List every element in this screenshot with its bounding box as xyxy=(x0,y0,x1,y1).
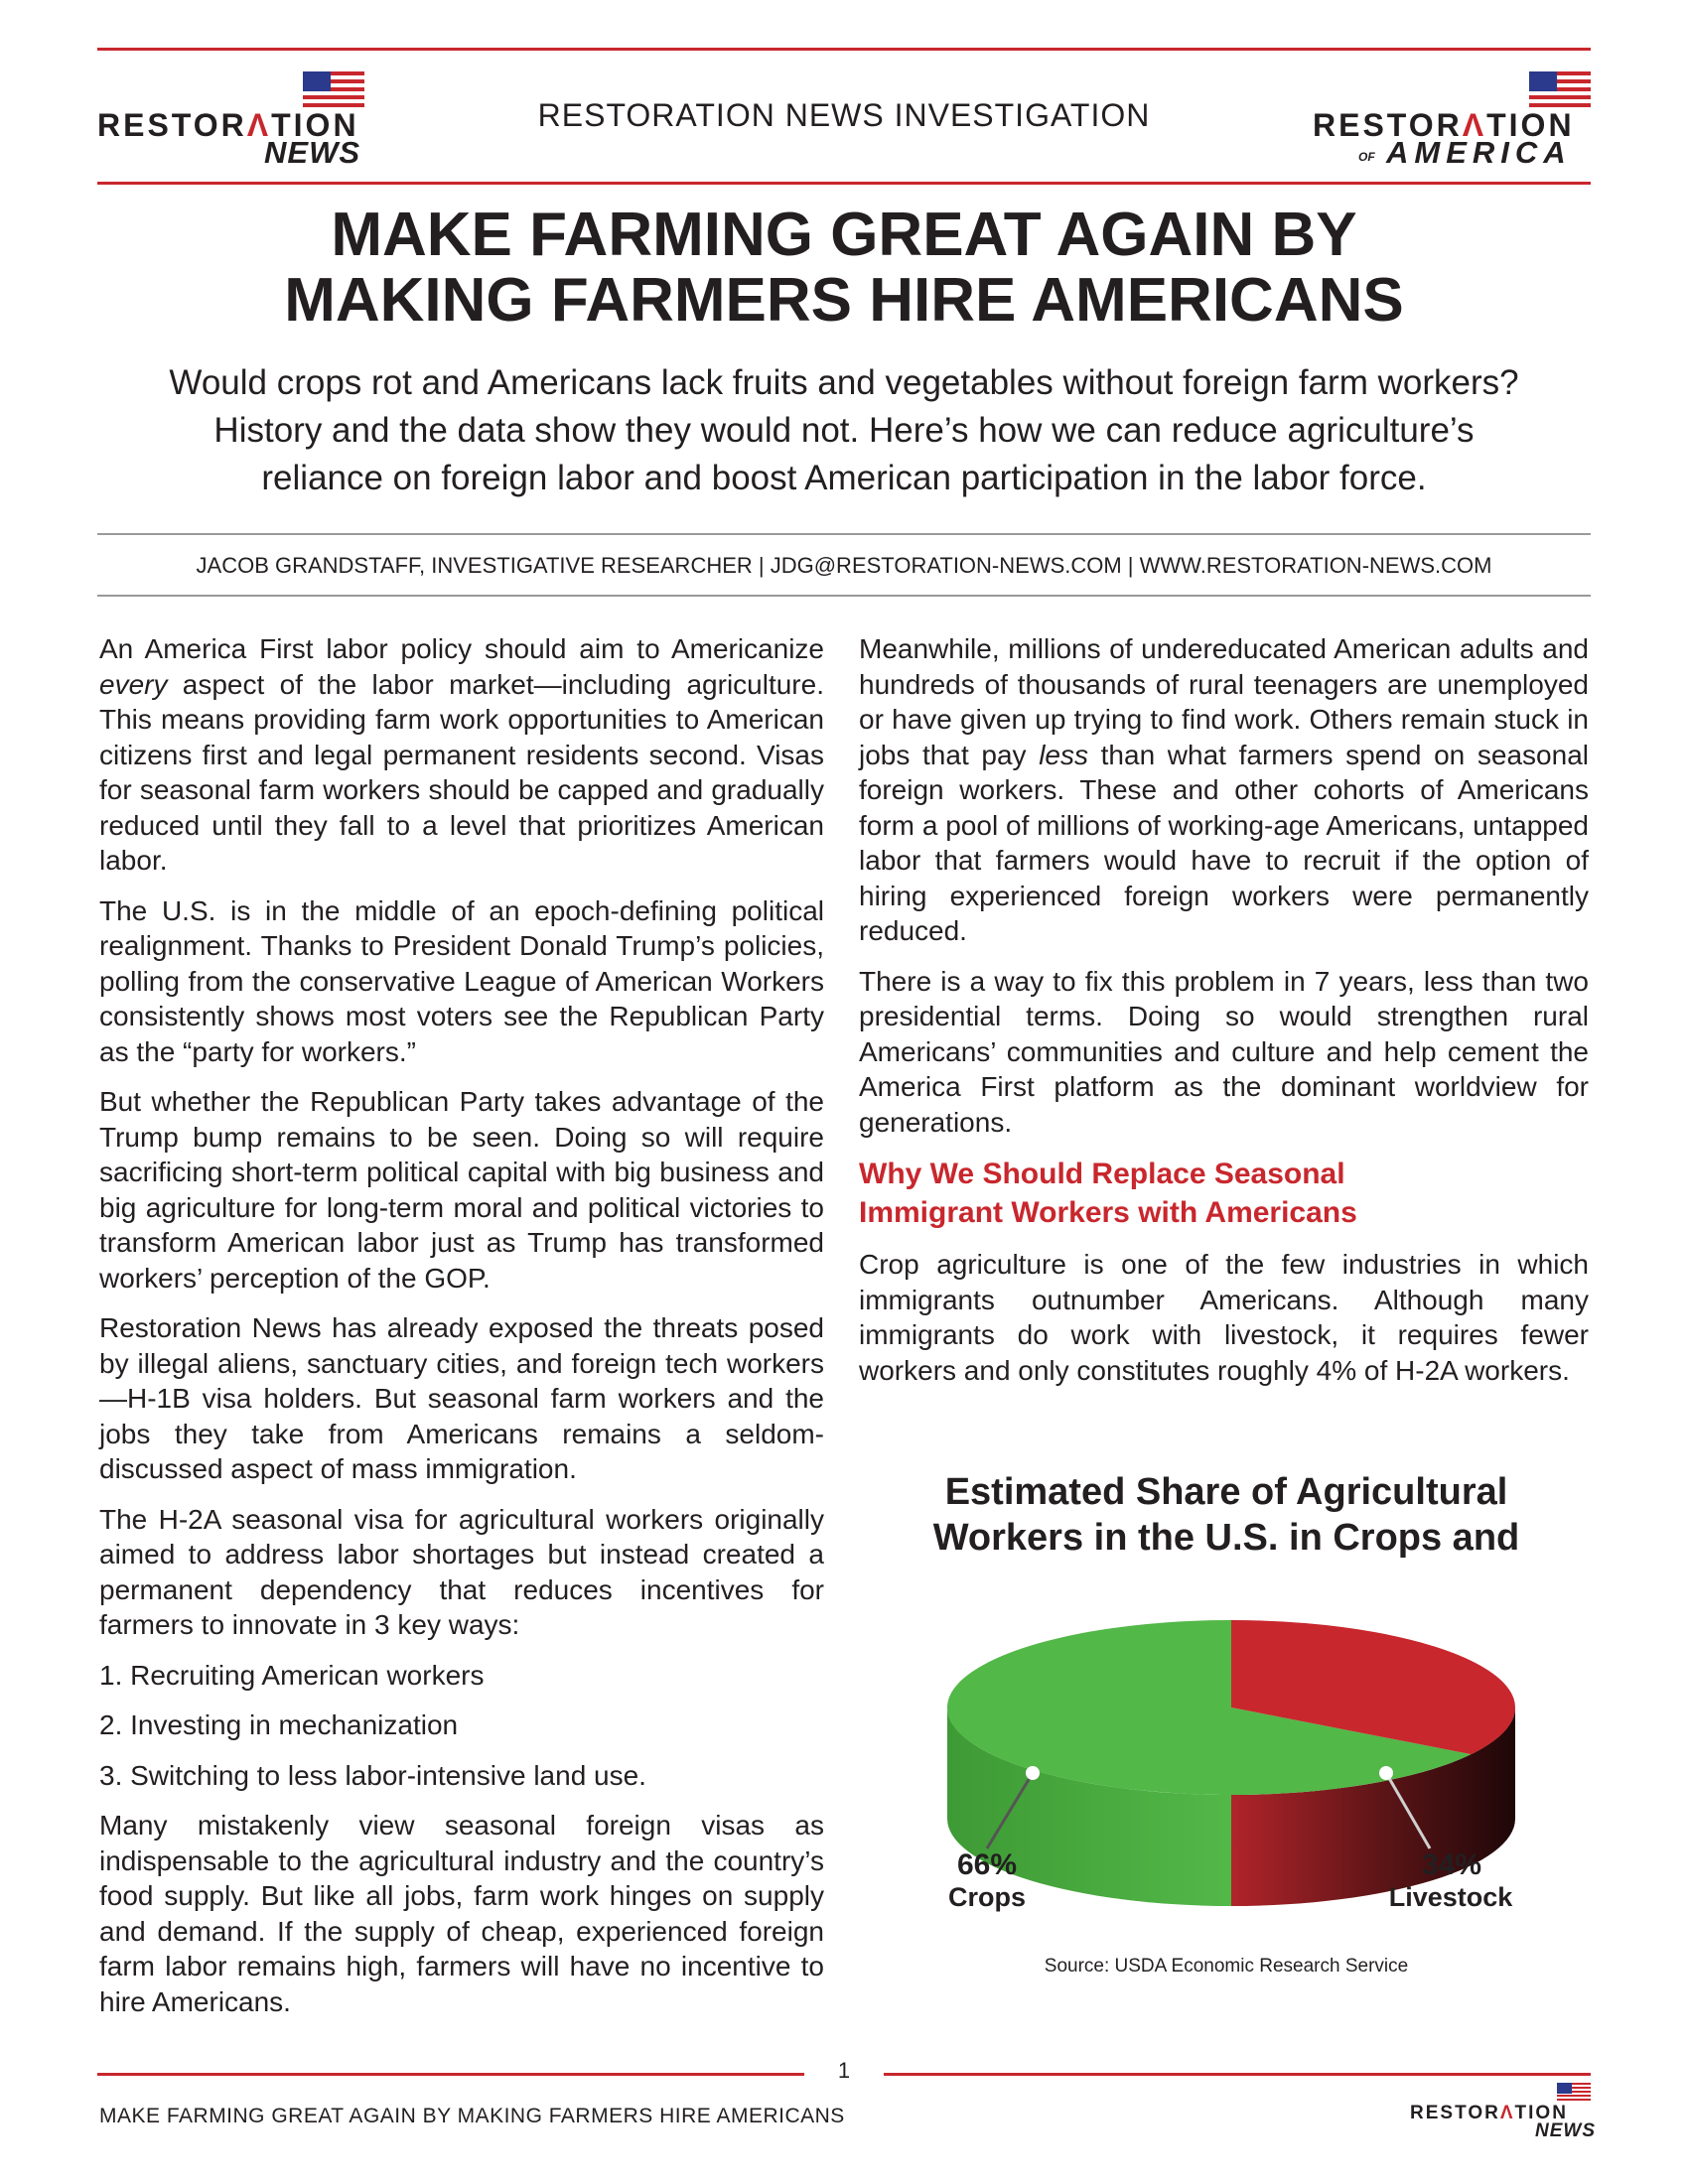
logo-brand: RESTORΛTION xyxy=(1313,107,1575,143)
paragraph: Many mistakenly view seasonal foreign visas as indispensable to the agricultural industry and the country’s food supply. But like all jobs, farm work hinges on supply and demand. If the supply of cheap, experienced foreign farm labor remains high, farmers will have no incentive to hire Americans. xyxy=(99,1810,824,2017)
article-dek: Would crops rot and Americans lack fruits and vegetables without foreign farm workers? History and the data show they would not. Here’s how we can reduce agriculture’s reliance on foreign labor and boost American participation in the labor force. xyxy=(169,363,1519,497)
livestock-category-label: Livestock xyxy=(1388,1882,1513,1912)
list-item: 2. Investing in mechanization xyxy=(99,1709,459,1740)
footer-rule-right xyxy=(884,2073,1591,2076)
section-heading: Why We Should Replace Seasonal Immigrant Workers with Americans xyxy=(859,1158,1357,1229)
crops-leader-dot xyxy=(1026,1766,1040,1780)
logo-subbrand: NEWS xyxy=(264,135,360,170)
logo-of: OF xyxy=(1358,150,1375,164)
key-ways-list xyxy=(99,1658,824,1794)
byline-top-rule xyxy=(97,533,1591,535)
flag-icon xyxy=(1557,2083,1591,2103)
header-bottom-rule xyxy=(97,182,1591,185)
paragraph: Crop agriculture is one of the few industries in which immigrants outnumber Americans. Although many immigrants do work with livestock, it requires fewer workers and only constitutes roughly 4% of H-2A workers. xyxy=(859,1249,1589,1386)
footer-title: MAKE FARMING GREAT AGAIN BY MAKING FARMERS HIRE AMERICANS xyxy=(99,2105,845,2127)
livestock-leader-dot xyxy=(1379,1766,1393,1780)
byline: JACOB GRANDSTAFF, INVESTIGATIVE RESEARCHER | JDG@RESTORATION-NEWS.COM | WWW.RESTORATION-NEWS.COM xyxy=(196,553,1492,578)
livestock-value-label: 34% xyxy=(1421,1848,1482,1881)
list-item: 3. Switching to less labor-intensive land use. xyxy=(99,1759,646,1791)
page-number: 1 xyxy=(837,2058,851,2083)
flag-icon xyxy=(1529,71,1591,107)
paragraph: There is a way to fix this problem in 7 years, less than two presidential terms. Doing so would strengthen rural Americans’ communities and culture and help cement the America First platform as the dominant worldview for generations. xyxy=(859,965,1589,1138)
paragraph: The H-2A seasonal visa for agricultural workers originally aimed to address labor shortages but instead created a permanent dependency that reduces incentives for farmers to innovate in 3 key ways: xyxy=(99,1503,824,1640)
footer-rule-left xyxy=(97,2073,804,2076)
restoration-of-america-logo[interactable] xyxy=(1313,69,1591,169)
paragraph: Restoration News has already exposed the threats posed by illegal aliens, sanctuary cities, and foreign tech workers—H-1B visa holders. But seasonal farm workers and the jobs they take from Americans remains a seldom-discussed aspect of mass immigration. xyxy=(99,1312,824,1484)
right-column xyxy=(859,631,1589,1403)
left-column xyxy=(99,631,824,2034)
chart-source: Source: USDA Economic Research Service xyxy=(1044,1956,1409,1977)
paragraph: An America First labor policy should aim to Americanize every aspect of the labor market—including agriculture. This means providing farm work opportunities to American citizens first and legal permanent residents second. Visas for seasonal farm workers should be capped and gradually reduced until they fall to a level that prioritizes American labor. xyxy=(99,633,824,876)
paragraph: Meanwhile, millions of undereducated American adults and hundreds of thousands of rural teenagers are unemployed or have given up trying to find work. Others remain stuck in jobs that pay less than what farmers spend on seasonal foreign workers. These and other cohorts of Americans form a pool of millions of working-age Americans, untapped labor that farmers would have to recruit if the option of hiring experienced foreign workers were permanently reduced. xyxy=(859,633,1589,946)
crops-value-label: 66% xyxy=(956,1848,1018,1881)
logo-subbrand: AMERICA xyxy=(1386,135,1572,170)
paragraph: But whether the Republican Party takes advantage of the Trump bump remains to be seen. Doing so will require sacrificing short-term political capital with big business and big agriculture for long-term moral and political victories to transform American labor just as Trump has transformed workers’ perception of the GOP. xyxy=(99,1086,824,1294)
list-item: 1. Recruiting American workers xyxy=(99,1659,485,1691)
byline-bottom-rule xyxy=(97,595,1591,597)
article-title: MAKE FARMING GREAT AGAIN BY MAKING FARMERS HIRE AMERICANS xyxy=(284,201,1404,335)
footer-logo[interactable] xyxy=(1410,2083,1596,2152)
chart-title: Estimated Share of Agricultural Workers in the U.S. in Crops and xyxy=(932,1471,1520,1559)
top-rule xyxy=(97,48,1591,51)
logo-subbrand: NEWS xyxy=(1535,2120,1596,2141)
crops-category-label: Crops xyxy=(947,1882,1026,1912)
logo-brand: RESTORΛTION xyxy=(1410,2103,1568,2123)
paragraph: The U.S. is in the middle of an epoch-defining political realignment. Thanks to President Donald Trump’s policies, polling from the conservative League of American Workers consistently shows most voters see the Republican Party as the “party for workers.” xyxy=(99,894,824,1067)
header-title: RESTORATION NEWS INVESTIGATION xyxy=(537,97,1151,133)
logo-brand: RESTORΛTION xyxy=(97,107,359,143)
